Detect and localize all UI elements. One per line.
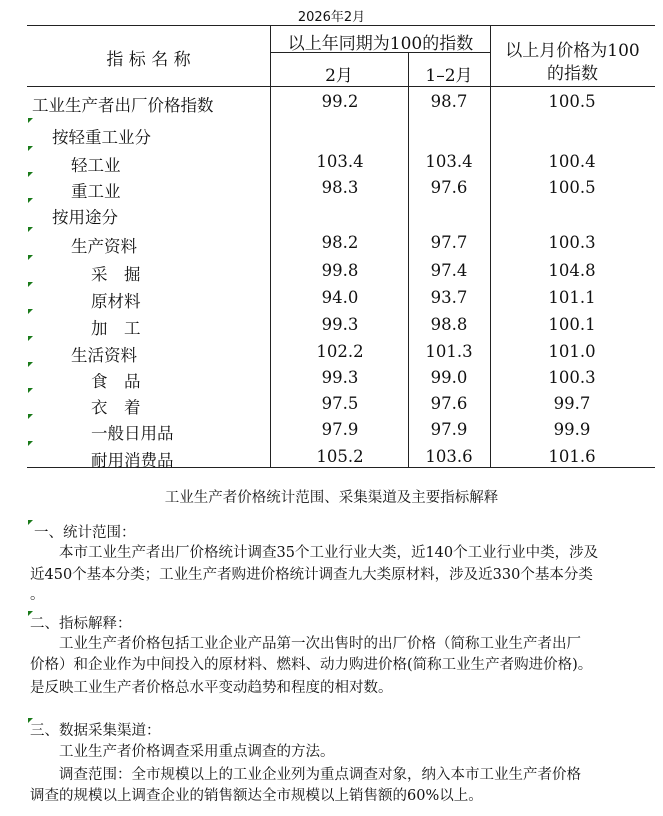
- row-label: 生活资料: [71, 346, 137, 365]
- value-cumulative: 97.9: [430, 420, 468, 439]
- row-label: 原材料: [91, 292, 141, 311]
- value-month: 97.5: [321, 394, 359, 413]
- value-mom: 99.7: [553, 394, 591, 413]
- cell-marker-icon: [28, 414, 33, 419]
- value-month: 99.3: [321, 315, 359, 334]
- value-cumulative: 97.4: [430, 261, 468, 280]
- row-label: 采 掘: [91, 265, 141, 284]
- notes-paragraph-line: 调查范围：全市规模以上的工业企业列为重点调查对象，纳入本市工业生产者价格: [30, 767, 581, 783]
- value-cumulative: 99.0: [430, 368, 468, 387]
- value-month: 103.4: [316, 152, 364, 171]
- value-cumulative: 97.6: [430, 178, 468, 197]
- cell-marker-icon: [28, 282, 33, 287]
- cell-marker-icon: [28, 172, 33, 177]
- cell-marker-icon: [28, 227, 33, 232]
- value-cumulative: 103.6: [425, 447, 473, 466]
- row-label: 重工业: [71, 182, 121, 201]
- value-mom: 100.3: [548, 233, 596, 252]
- report-period: 2026年2月: [297, 10, 366, 25]
- cell-marker-icon: [28, 309, 33, 314]
- value-mom: 101.6: [548, 447, 596, 466]
- notes-title: 工业生产者价格统计范围、采集渠道及主要指标解释: [164, 490, 499, 506]
- value-cumulative: 93.7: [430, 288, 468, 307]
- notes-paragraph-line: 调查的规模以上调查企业的销售额达全市规模以上销售额的60%以上。: [30, 788, 483, 804]
- value-mom: 100.3: [548, 368, 596, 387]
- row-label: 加 工: [91, 319, 141, 338]
- notes-section-heading: 二、指标解释：: [30, 616, 132, 632]
- value-mom: 100.4: [548, 152, 596, 171]
- value-mom: 100.5: [548, 92, 596, 111]
- header-mom-line2: 的指数: [547, 64, 598, 84]
- header-cumulative: 1–2月: [425, 66, 473, 86]
- value-mom: 101.0: [548, 342, 596, 361]
- value-month: 98.2: [321, 233, 359, 252]
- value-month: 97.9: [321, 420, 359, 439]
- notes-paragraph-line: 近450个基本分类；工业生产者购进价格统计调查九大类原材料，涉及近330个基本分类: [30, 567, 593, 583]
- cell-marker-icon: [28, 336, 33, 341]
- column-divider: [270, 25, 271, 467]
- value-month: 94.0: [321, 288, 359, 307]
- row-label: 按轻重工业分: [52, 128, 151, 147]
- notes-section-heading: 一、统计范围：: [34, 525, 136, 541]
- table-top-border: [27, 25, 655, 26]
- value-cumulative: 98.7: [430, 92, 468, 111]
- row-label: 按用途分: [52, 208, 118, 227]
- value-cumulative: 97.6: [430, 394, 468, 413]
- notes-paragraph-line: 本市工业生产者出厂价格统计调查35个工业行业大类，近140个工业行业中类，涉及: [30, 545, 599, 561]
- value-mom: 100.1: [548, 315, 596, 334]
- notes-section-heading: 三、数据采集渠道：: [30, 723, 161, 739]
- header-bottom-border: [27, 86, 655, 87]
- notes-paragraph-line: 。: [30, 587, 45, 603]
- cell-marker-icon: [28, 362, 33, 367]
- value-cumulative: 101.3: [425, 342, 473, 361]
- cell-marker-icon: [28, 146, 33, 151]
- value-mom: 101.1: [548, 288, 596, 307]
- cell-marker-icon: [28, 441, 33, 446]
- value-month: 99.8: [321, 261, 359, 280]
- cell-marker-icon: [28, 118, 33, 123]
- header-indicator-name: 指 标 名 称: [106, 50, 191, 70]
- cell-marker-icon: [28, 520, 33, 525]
- notes-paragraph-line: 是反映工业生产者价格总水平变动趋势和程度的相对数。: [30, 680, 393, 696]
- value-cumulative: 103.4: [425, 152, 473, 171]
- value-cumulative: 97.7: [430, 233, 468, 252]
- row-label: 工业生产者出厂价格指数: [32, 96, 214, 115]
- notes-paragraph-line: 工业生产者价格包括工业企业产品第一次出售时的出厂价格（简称工业生产者出厂: [30, 636, 581, 652]
- value-month: 102.2: [316, 342, 364, 361]
- value-month: 99.2: [321, 92, 359, 111]
- notes-paragraph-line: 价格）和企业作为中间投入的原材料、燃料、动力购进价格(简称工业生产者购进价格)。: [30, 657, 593, 673]
- row-label: 轻工业: [71, 156, 121, 175]
- notes-paragraph-line: 工业生产者价格调查采用重点调查的方法。: [30, 744, 335, 760]
- row-label: 食 品: [91, 372, 141, 391]
- row-label: 衣 着: [91, 398, 141, 417]
- value-mom: 100.5: [548, 178, 596, 197]
- header-month: 2月: [325, 66, 353, 86]
- value-month: 98.3: [321, 178, 359, 197]
- row-label: 耐用消费品: [91, 451, 174, 470]
- cell-marker-icon: [28, 198, 33, 203]
- row-label: 生产资料: [71, 237, 137, 256]
- cell-marker-icon: [28, 255, 33, 260]
- row-label: 一般日用品: [91, 424, 174, 443]
- cell-marker-icon: [28, 388, 33, 393]
- value-month: 99.3: [321, 368, 359, 387]
- value-cumulative: 98.8: [430, 315, 468, 334]
- value-mom: 104.8: [548, 261, 596, 280]
- value-month: 105.2: [316, 447, 364, 466]
- header-mom-line1: 以上月价格为100: [505, 41, 640, 61]
- value-mom: 99.9: [553, 420, 591, 439]
- header-yoy-group: 以上年同期为100的指数: [287, 34, 474, 54]
